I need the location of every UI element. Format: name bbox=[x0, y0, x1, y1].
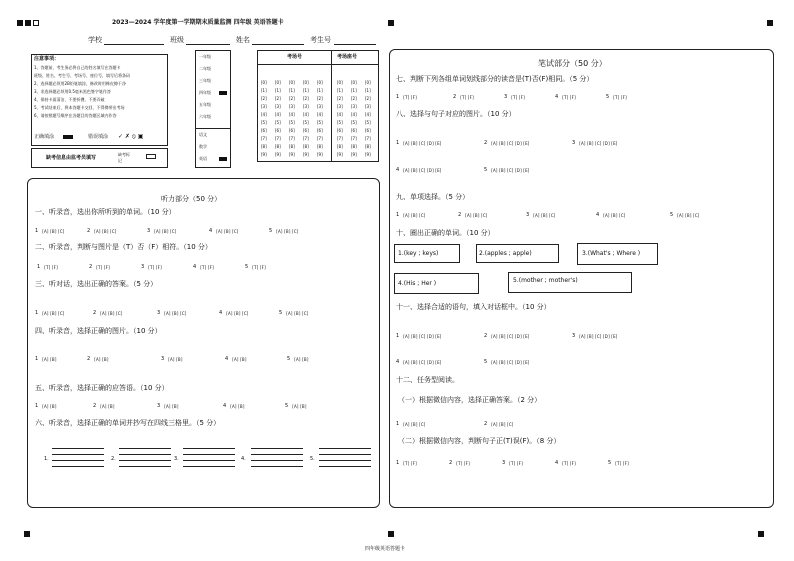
word-choice-5: 5.(mother ; mother's) bbox=[513, 277, 578, 284]
section-2-answers[interactable]: 1 [T] [F] 2 [T] [F] 3 [T] [F] 4 [T] [F] 5 [T] [F] bbox=[37, 264, 266, 270]
exam-room-digit-column[interactable]: [0] [1] [2] [3] [4] [5] [6] [7] [8] [9] bbox=[303, 80, 309, 157]
class-field[interactable] bbox=[186, 44, 230, 45]
registration-mark bbox=[758, 531, 764, 537]
exam-room-digit-column[interactable]: [0] [1] [2] [3] [4] [5] [6] [7] [8] [9] bbox=[317, 80, 323, 157]
section-12-part-1-title: （一）根据微信内容，选择正确答案。（2 分） bbox=[398, 396, 542, 404]
exam-room-digit-column[interactable]: [0] [1] [2] [3] [4] [5] [6] [7] [8] [9] bbox=[261, 80, 267, 157]
subject-math: 数学 bbox=[199, 144, 207, 149]
notes-line: 6、请按照题号顺序在各题目的答题区域内作答 bbox=[34, 113, 117, 118]
section-7-title: 七、判断下列各组单词划线部分的读音是(T)否(F)相同。（5 分） bbox=[396, 75, 594, 83]
wrong-fill-label: 错误填涂 bbox=[88, 134, 109, 140]
four-line-grid[interactable] bbox=[119, 448, 171, 449]
grade-1: 一年级 bbox=[199, 54, 211, 59]
word-choice-3: 3.(What's ; Where ) bbox=[582, 250, 641, 257]
four-line-grid[interactable] bbox=[52, 454, 104, 455]
section-12-part-2-title: （二）根据微信内容，判断句子正(T)误(F)。（8 分） bbox=[398, 437, 561, 445]
grade-5: 五年级 bbox=[199, 102, 211, 107]
section-9-answers[interactable]: 1 [A] [B] [C] 2 [A] [B] [C] 3 [A] [B] [C] 4 [A] [B] [C] 5 [A] [B] [C] bbox=[396, 212, 700, 218]
four-line-grid[interactable] bbox=[183, 466, 235, 467]
four-line-grid[interactable] bbox=[251, 466, 303, 467]
grade-4-filled-bubble[interactable] bbox=[219, 91, 227, 95]
four-line-grid[interactable] bbox=[319, 460, 371, 461]
section-11-answers-row2[interactable]: 4 [A] [B] [C] [D] [E] 5 [A] [B] [C] [D] [E] bbox=[396, 359, 530, 365]
section-12-title: 十二、任务型阅读。 bbox=[396, 376, 459, 384]
grade-4: 四年级 bbox=[199, 90, 211, 95]
section-5-answers[interactable]: 1 [A] [B] 2 [A] [B] 3 [A] [B] 4 [A] [B] 5 [A] [B] bbox=[35, 403, 307, 409]
word-choice-1: 1.(key ; keys) bbox=[398, 250, 439, 257]
section-8-answers-row2[interactable]: 4 [A] [B] [C] [D] [E] 5 [A] [B] [C] [D] [E] bbox=[396, 167, 530, 173]
registration-mark bbox=[24, 531, 30, 537]
four-line-grid[interactable] bbox=[319, 466, 371, 467]
notes-line: 班级、姓名、考生号、考场号、座位号，填写后将条码 bbox=[34, 73, 130, 78]
absent-label: 缺考信息由监考员填写 bbox=[46, 155, 97, 161]
listening-title: 听力部分（50 分） bbox=[161, 195, 222, 203]
registration-mark bbox=[388, 20, 394, 26]
notes-line: 1、答题前，考生务必将自己的姓名填写在答题卡 bbox=[34, 65, 121, 70]
write-line-number: 5. bbox=[310, 456, 315, 462]
grade-2: 二年级 bbox=[199, 66, 211, 71]
exam-room-label: 考场号 bbox=[287, 54, 303, 60]
section-11-answers-row1[interactable]: 1 [A] [B] [C] [D] [E] 2 [A] [B] [C] [D] [E] 3 [A] [B] [C] [D] [E] bbox=[396, 333, 618, 339]
four-line-grid[interactable] bbox=[119, 466, 171, 467]
grid-header-divider bbox=[257, 64, 379, 65]
exam-seat-digit-column[interactable]: [0] [1] [2] [3] [4] [5] [6] [7] [8] [9] bbox=[365, 80, 371, 157]
section-1-title: 一、听录音，选出你所听到的单词。（10 分） bbox=[35, 208, 176, 216]
section-10-title: 十、圈出正确的单词。（10 分） bbox=[396, 229, 495, 237]
notes-line: 2、选择题必须用2B铅笔填涂，修改时用橡皮擦干净 bbox=[34, 81, 126, 86]
four-line-grid[interactable] bbox=[319, 448, 371, 449]
exam-room-digit-column[interactable]: [0] [1] [2] [3] [4] [5] [6] [7] [8] [9] bbox=[275, 80, 281, 157]
section-11-title: 十一、选择合适的语句，填入对话框中。（10 分） bbox=[396, 303, 551, 311]
school-field[interactable] bbox=[104, 44, 164, 45]
section-5-title: 五、听录音，选择正确的应答语。（10 分） bbox=[35, 384, 169, 392]
grade-3: 三年级 bbox=[199, 78, 211, 83]
student-id-label: 考生号 bbox=[310, 36, 331, 44]
absent-mark-label: 缺考标记 bbox=[118, 152, 130, 163]
correct-fill-label: 正确填涂 bbox=[34, 134, 55, 140]
section-2-title: 二、听录音，判断与图片是（T）否（F）相符。（10 分） bbox=[35, 243, 212, 251]
four-line-grid[interactable] bbox=[183, 460, 235, 461]
write-line-number: 3. bbox=[174, 456, 179, 462]
writing-title: 笔试部分（50 分） bbox=[538, 59, 607, 68]
notes-title: 注意事项： bbox=[34, 56, 60, 62]
registration-mark bbox=[17, 20, 23, 26]
four-line-grid[interactable] bbox=[251, 448, 303, 449]
four-line-grid[interactable] bbox=[119, 454, 171, 455]
four-line-grid[interactable] bbox=[251, 460, 303, 461]
name-field[interactable] bbox=[252, 44, 304, 45]
write-line-number: 4. bbox=[241, 456, 246, 462]
section-7-answers[interactable]: 1 [T] [F] 2 [T] [F] 3 [T] [F] 4 [T] [F] 5 [T] [F] bbox=[396, 94, 627, 100]
divider bbox=[195, 128, 231, 129]
absent-mark-box[interactable] bbox=[146, 154, 156, 159]
page-title: 2023—2024 学年度第一学期期末质量监测 四年级 英语答题卡 bbox=[112, 19, 284, 26]
subject-english: 英语 bbox=[199, 156, 207, 161]
four-line-grid[interactable] bbox=[119, 460, 171, 461]
subject-chinese: 语文 bbox=[199, 132, 207, 137]
word-choice-4: 4.(His ; Her ) bbox=[398, 280, 437, 287]
four-line-grid[interactable] bbox=[183, 454, 235, 455]
notes-line: 4、保持卡面清洁，不要折叠、不要弄破 bbox=[34, 97, 105, 102]
section-4-answers[interactable]: 1 [A] [B] 2 [A] [B] 3 [A] [B] 4 [A] [B] 5 [A] [B] bbox=[35, 356, 309, 362]
exam-room-digit-column[interactable]: [0] [1] [2] [3] [4] [5] [6] [7] [8] [9] bbox=[289, 80, 295, 157]
four-line-grid[interactable] bbox=[52, 466, 104, 467]
section-3-title: 三、听对话，选出正确的答案。（5 分） bbox=[35, 280, 158, 288]
registration-mark bbox=[767, 20, 773, 26]
name-label: 姓名 bbox=[236, 36, 250, 44]
four-line-grid[interactable] bbox=[52, 448, 104, 449]
registration-mark bbox=[25, 20, 31, 26]
write-line-number: 2. bbox=[111, 456, 116, 462]
section-1-answers[interactable]: 1 [A] [B] [C] 2 [A] [B] [C] 3 [A] [B] [C] 4 [A] [B] [C] 5 [A] [B] [C] bbox=[35, 228, 299, 234]
four-line-grid[interactable] bbox=[251, 454, 303, 455]
notes-line: 3、非选择题必须用0.5毫米黑色签字笔作答 bbox=[34, 89, 111, 94]
section-9-title: 九、单项选择。（5 分） bbox=[396, 193, 470, 201]
exam-seat-digit-column[interactable]: [0] [1] [2] [3] [4] [5] [6] [7] [8] [9] bbox=[351, 80, 357, 157]
write-line-number: 1. bbox=[44, 456, 49, 462]
notes-line: 5、考试结束后，将本答题卡交回，不得携带出考场 bbox=[34, 105, 125, 110]
grid-column-divider bbox=[331, 50, 332, 162]
section-8-title: 八、选择与句子对应的图片。（10 分） bbox=[396, 110, 516, 118]
exam-seat-digit-column[interactable]: [0] [1] [2] [3] [4] [5] [6] [7] [8] [9] bbox=[337, 80, 343, 157]
section-12-part-1-answers[interactable]: 1 [A] [B] [C] 2 [A] [B] [C] bbox=[396, 421, 514, 427]
school-label: 学校 bbox=[88, 36, 102, 44]
class-label: 班级 bbox=[170, 36, 184, 44]
four-line-grid[interactable] bbox=[319, 454, 371, 455]
correct-fill-sample bbox=[63, 135, 73, 139]
wrong-fill-samples: ✓ ✗ ⦸ ▣ bbox=[118, 133, 144, 140]
word-choice-2: 2.(apples ; apple) bbox=[479, 250, 532, 257]
section-12-part-2-answers[interactable]: 1 [T] [F] 2 [T] [F] 3 [T] [F] 4 [T] [F] 5 [T] [F] bbox=[396, 460, 629, 466]
exam-seat-label: 考场座号 bbox=[337, 54, 358, 60]
four-line-grid[interactable] bbox=[183, 448, 235, 449]
subject-english-filled-bubble[interactable] bbox=[219, 157, 227, 161]
registration-mark bbox=[33, 20, 39, 26]
section-8-answers-row1[interactable]: 1 [A] [B] [C] [D] [E] 2 [A] [B] [C] [D] [E] 3 [A] [B] [C] [D] [E] bbox=[396, 140, 618, 146]
section-3-answers[interactable]: 1 [A] [B] [C] 2 [A] [B] [C] 3 [A] [B] [C] 4 [A] [B] [C] 5 [A] [B] [C] bbox=[35, 310, 309, 316]
footer-text: 四年级英语答题卡 bbox=[365, 546, 406, 552]
four-line-grid[interactable] bbox=[52, 460, 104, 461]
section-6-title: 六、听录音，选择正确的单词并抄写在四线三格里。（5 分） bbox=[35, 419, 221, 427]
registration-mark bbox=[388, 531, 394, 537]
section-4-title: 四、听录音，选择正确的图片。（10 分） bbox=[35, 327, 162, 335]
grade-6: 六年级 bbox=[199, 114, 211, 119]
student-id-field[interactable] bbox=[334, 44, 376, 45]
